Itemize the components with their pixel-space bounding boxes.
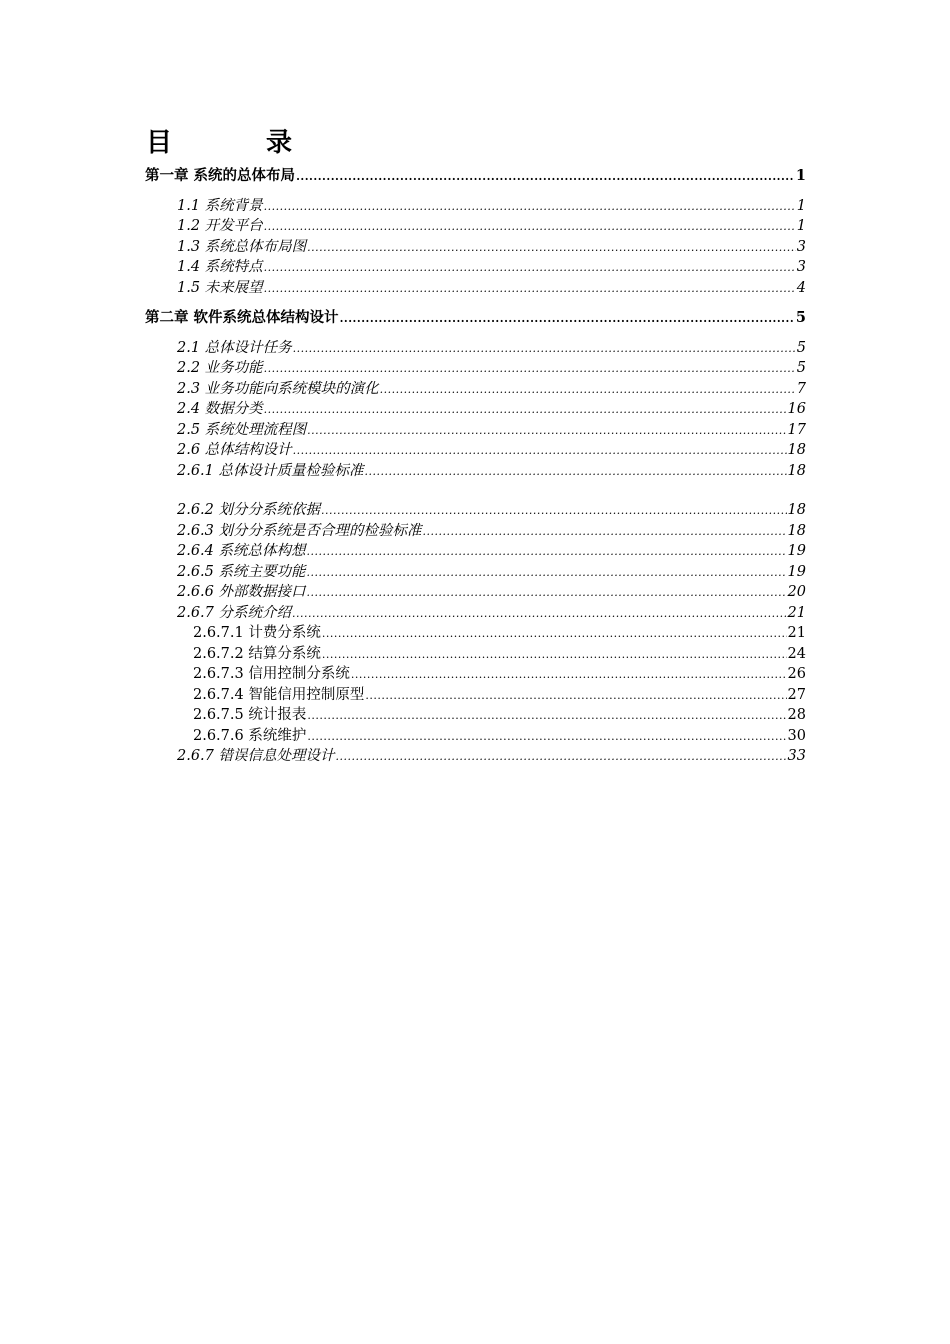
toc-entry[interactable] (193, 685, 806, 705)
toc-entry-label: 2.6.7.6 系统维护 (193, 728, 307, 744)
toc-entry-page: 4 (796, 280, 806, 296)
toc-entry[interactable] (177, 358, 806, 378)
toc-entry-label: 1.5 未来展望 (177, 280, 263, 296)
toc-entry[interactable] (193, 623, 806, 643)
toc-entry-label: 2.6.4 系统总体构想 (177, 543, 306, 559)
toc-entry[interactable] (177, 196, 806, 216)
leader-dots (365, 686, 786, 706)
toc-entry-page: 3 (796, 259, 806, 275)
toc-entry-label: 2.6.7.2 结算分系统 (193, 646, 321, 662)
toc-entry-label: 2.2 业务功能 (177, 360, 263, 376)
toc-title-char-2: 录 (266, 128, 293, 158)
toc-entry-label: 1.1 系统背景 (177, 198, 263, 214)
toc-entry-label: 第一章 系统的总体布局 (145, 167, 296, 184)
toc-entry-label: 2.6.7.4 智能信用控制原型 (193, 687, 365, 703)
leader-dots (307, 542, 787, 562)
toc-entry-page: 30 (787, 728, 806, 744)
toc-entry[interactable] (145, 308, 806, 328)
toc-entry[interactable] (177, 541, 806, 561)
toc-entry[interactable] (145, 166, 806, 186)
leader-dots (322, 624, 787, 644)
toc-entry-label: 1.2 开发平台 (177, 218, 263, 234)
toc-entry-label: 2.6.5 系统主要功能 (177, 564, 306, 580)
toc-entry[interactable] (177, 257, 806, 277)
leader-dots (365, 462, 787, 482)
toc-entry[interactable] (177, 278, 806, 298)
toc-entry-page: 7 (796, 381, 806, 397)
toc-entry-page: 19 (787, 543, 806, 559)
toc-entry-page: 20 (787, 584, 806, 600)
leader-dots (307, 727, 786, 747)
toc-entry[interactable] (177, 461, 806, 481)
toc-entry-page: 18 (787, 463, 806, 479)
toc-entry-page: 18 (787, 502, 806, 518)
toc-entry[interactable] (177, 420, 806, 440)
toc-entry-label: 2.1 总体设计任务 (177, 340, 292, 356)
toc-entry[interactable] (193, 644, 806, 664)
toc-entry-label: 2.6.6 外部数据接口 (177, 584, 306, 600)
toc-entry-label: 2.6.7.3 信用控制分系统 (193, 666, 350, 682)
toc-entry-page: 21 (787, 625, 806, 641)
leader-dots (292, 604, 787, 624)
toc-entry[interactable] (177, 582, 806, 602)
toc-entry-label: 2.6 总体结构设计 (177, 442, 292, 458)
toc-entry-page: 24 (787, 646, 806, 662)
toc-entry-page: 28 (787, 707, 806, 723)
toc-entry-label: 第二章 软件系统总体结构设计 (145, 309, 339, 326)
toc-entry-label: 2.6.7 错误信息处理设计 (177, 748, 335, 764)
leader-dots (264, 258, 796, 278)
leader-dots (296, 167, 795, 187)
toc-entry-label: 1.4 系统特点 (177, 259, 263, 275)
leader-dots (293, 441, 787, 461)
leader-dots (264, 359, 796, 379)
leader-dots (380, 380, 796, 400)
toc-entry[interactable] (177, 216, 806, 236)
toc-entry-page: 21 (787, 605, 806, 621)
leader-dots (264, 197, 796, 217)
leader-dots (336, 747, 787, 767)
toc-entry-label: 2.5 系统处理流程图 (177, 422, 307, 438)
toc-entry[interactable] (177, 338, 806, 358)
leader-dots (307, 563, 787, 583)
toc-entry-page: 5 (795, 309, 806, 326)
toc-entry-page: 1 (796, 198, 806, 214)
toc-entry-page: 18 (787, 442, 806, 458)
toc-entry-label: 2.6.7 分系统介绍 (177, 605, 292, 621)
toc-entry[interactable] (177, 746, 806, 766)
toc-entry[interactable] (177, 500, 806, 520)
toc-entry-page: 26 (787, 666, 806, 682)
leader-dots (307, 706, 786, 726)
leader-dots (307, 421, 786, 441)
toc-entry-page: 5 (796, 360, 806, 376)
leader-dots (423, 522, 787, 542)
toc-entry[interactable] (177, 440, 806, 460)
toc-entry-page: 27 (787, 687, 806, 703)
toc-entry[interactable] (177, 379, 806, 399)
toc-entry[interactable] (177, 562, 806, 582)
toc-entry[interactable] (193, 664, 806, 684)
toc-entry-label: 2.6.2 划分分系统依据 (177, 502, 321, 518)
toc-entry-page: 1 (796, 218, 806, 234)
toc-entry-label: 1.3 系统总体布局图 (177, 239, 307, 255)
leader-dots (264, 400, 787, 420)
toc-entry[interactable] (193, 726, 806, 746)
toc-entry-label: 2.6.1 总体设计质量检验标准 (177, 463, 364, 479)
toc-entry-label: 2.6.7.5 统计报表 (193, 707, 307, 723)
toc-entry-page: 17 (787, 422, 806, 438)
toc-entry-label: 2.3 业务功能向系统模块的演化 (177, 381, 379, 397)
leader-dots (307, 583, 787, 603)
toc-entry-label: 2.6.3 划分分系统是否合理的检验标准 (177, 523, 422, 539)
toc-title-char-1: 目 (146, 128, 173, 158)
toc-entry-label: 2.6.7.1 计费分系统 (193, 625, 321, 641)
toc-entry[interactable] (177, 399, 806, 419)
toc-entry-page: 16 (787, 401, 806, 417)
leader-dots (264, 217, 796, 237)
toc-entry[interactable] (177, 237, 806, 257)
leader-dots (322, 645, 787, 665)
toc-entry[interactable] (193, 705, 806, 725)
toc-entry-page: 19 (787, 564, 806, 580)
leader-dots (293, 339, 796, 359)
toc-entry-page: 5 (796, 340, 806, 356)
leader-dots (264, 279, 796, 299)
toc-entry-page: 33 (787, 748, 806, 764)
toc-title (146, 122, 292, 159)
toc-entry[interactable] (177, 521, 806, 541)
leader-dots (340, 309, 795, 329)
toc-entry-page: 18 (787, 523, 806, 539)
leader-dots (321, 501, 787, 521)
leader-dots (307, 238, 796, 258)
leader-dots (351, 665, 787, 685)
toc-entry[interactable] (177, 603, 806, 623)
toc-entry-label: 2.4 数据分类 (177, 401, 263, 417)
toc-entry-page: 3 (796, 239, 806, 255)
toc-entry-page: 1 (795, 167, 806, 184)
